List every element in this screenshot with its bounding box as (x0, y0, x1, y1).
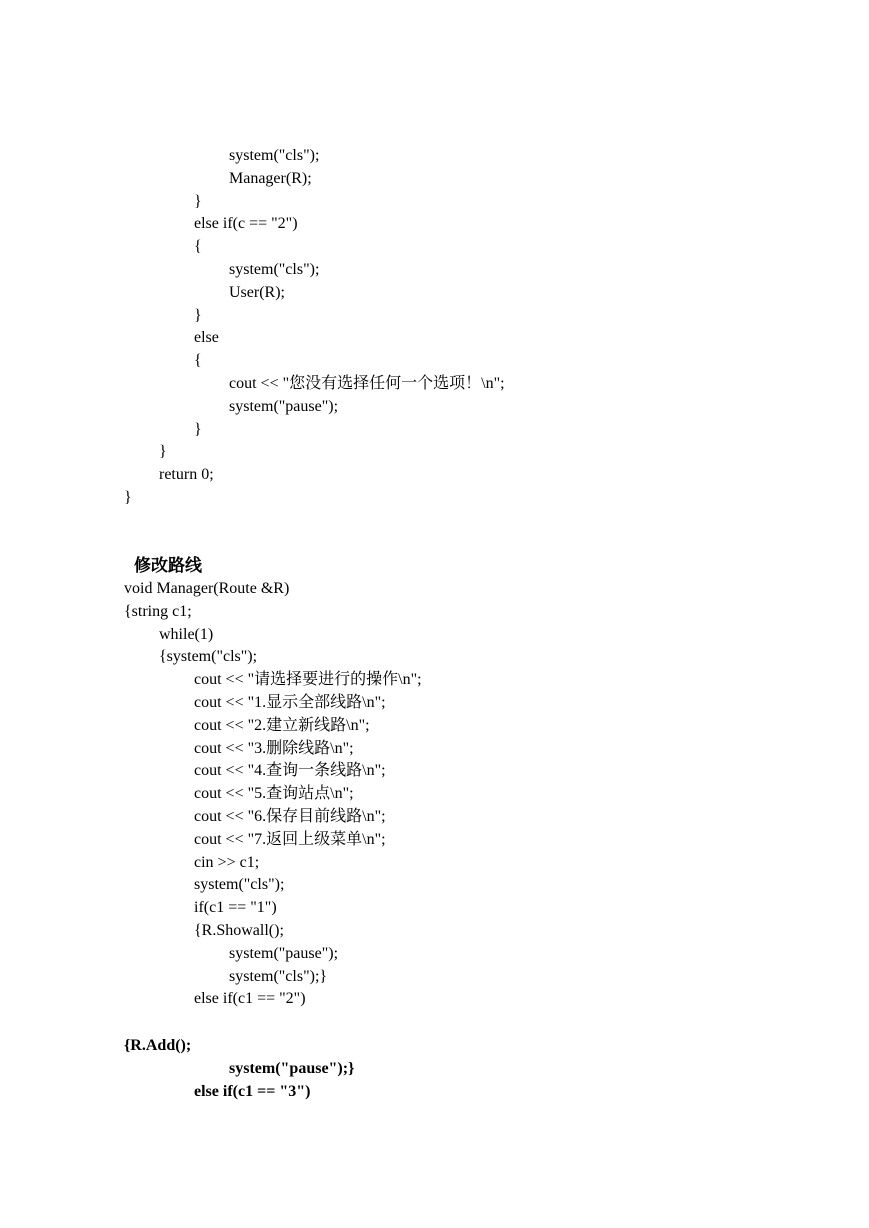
code-line: system("cls"); (229, 147, 320, 164)
code-line: if(c1 == "1") (194, 899, 277, 917)
code-line: {R.Showall(); (194, 922, 284, 939)
code-line: } (194, 420, 202, 438)
code-line: void Manager(Route &R) (124, 580, 290, 597)
code-line: cout << "1.显示全部线路\n"; (194, 694, 386, 711)
code-line: system("pause"); (229, 397, 339, 415)
code-line: system("cls");} (229, 967, 328, 985)
code-line: system("pause");} (229, 1059, 355, 1077)
code-line: while(1) (159, 625, 214, 643)
code-line: User(R); (229, 283, 285, 301)
code-line: } (159, 443, 167, 461)
code-line: cout << "4.查询一条线路\n"; (194, 762, 386, 780)
code-line: cout << "3.删除线路\n"; (194, 739, 354, 757)
code-line: { (194, 238, 202, 256)
code-line: cin >> c1; (194, 853, 260, 871)
code-line: else if(c1 == "2") (194, 990, 306, 1008)
code-line: system("cls"); (229, 261, 320, 278)
code-line: {R.Add(); (124, 1037, 192, 1054)
code-line: cout << "7.返回上级菜单\n"; (194, 830, 386, 848)
code-line: cout << "6.保存目前线路\n"; (194, 808, 386, 825)
code-line: } (124, 489, 132, 506)
code-line: else if(c == "2") (194, 215, 298, 233)
code-line: system("pause"); (229, 944, 339, 962)
code-line: cout << "2.建立新线路\n"; (194, 716, 370, 734)
code-line: else if(c1 == "3") (194, 1082, 311, 1100)
section-heading: 修改路线 (134, 556, 202, 575)
code-line: {system("cls"); (159, 648, 258, 666)
code-line: { (194, 352, 202, 370)
code-line: } (194, 192, 202, 210)
code-line: cout << "您没有选择任何一个选项！\n"; (229, 375, 505, 392)
code-line: cout << "请选择要进行的操作\n"; (194, 671, 422, 689)
code-line: cout << "5.查询站点\n"; (194, 785, 354, 803)
code-line: } (194, 306, 202, 324)
code-line: {string c1; (124, 602, 192, 620)
code-line: else (194, 329, 219, 347)
code-line: return 0; (159, 466, 214, 484)
code-line: Manager(R); (229, 169, 312, 187)
code-line: system("cls"); (194, 876, 285, 894)
